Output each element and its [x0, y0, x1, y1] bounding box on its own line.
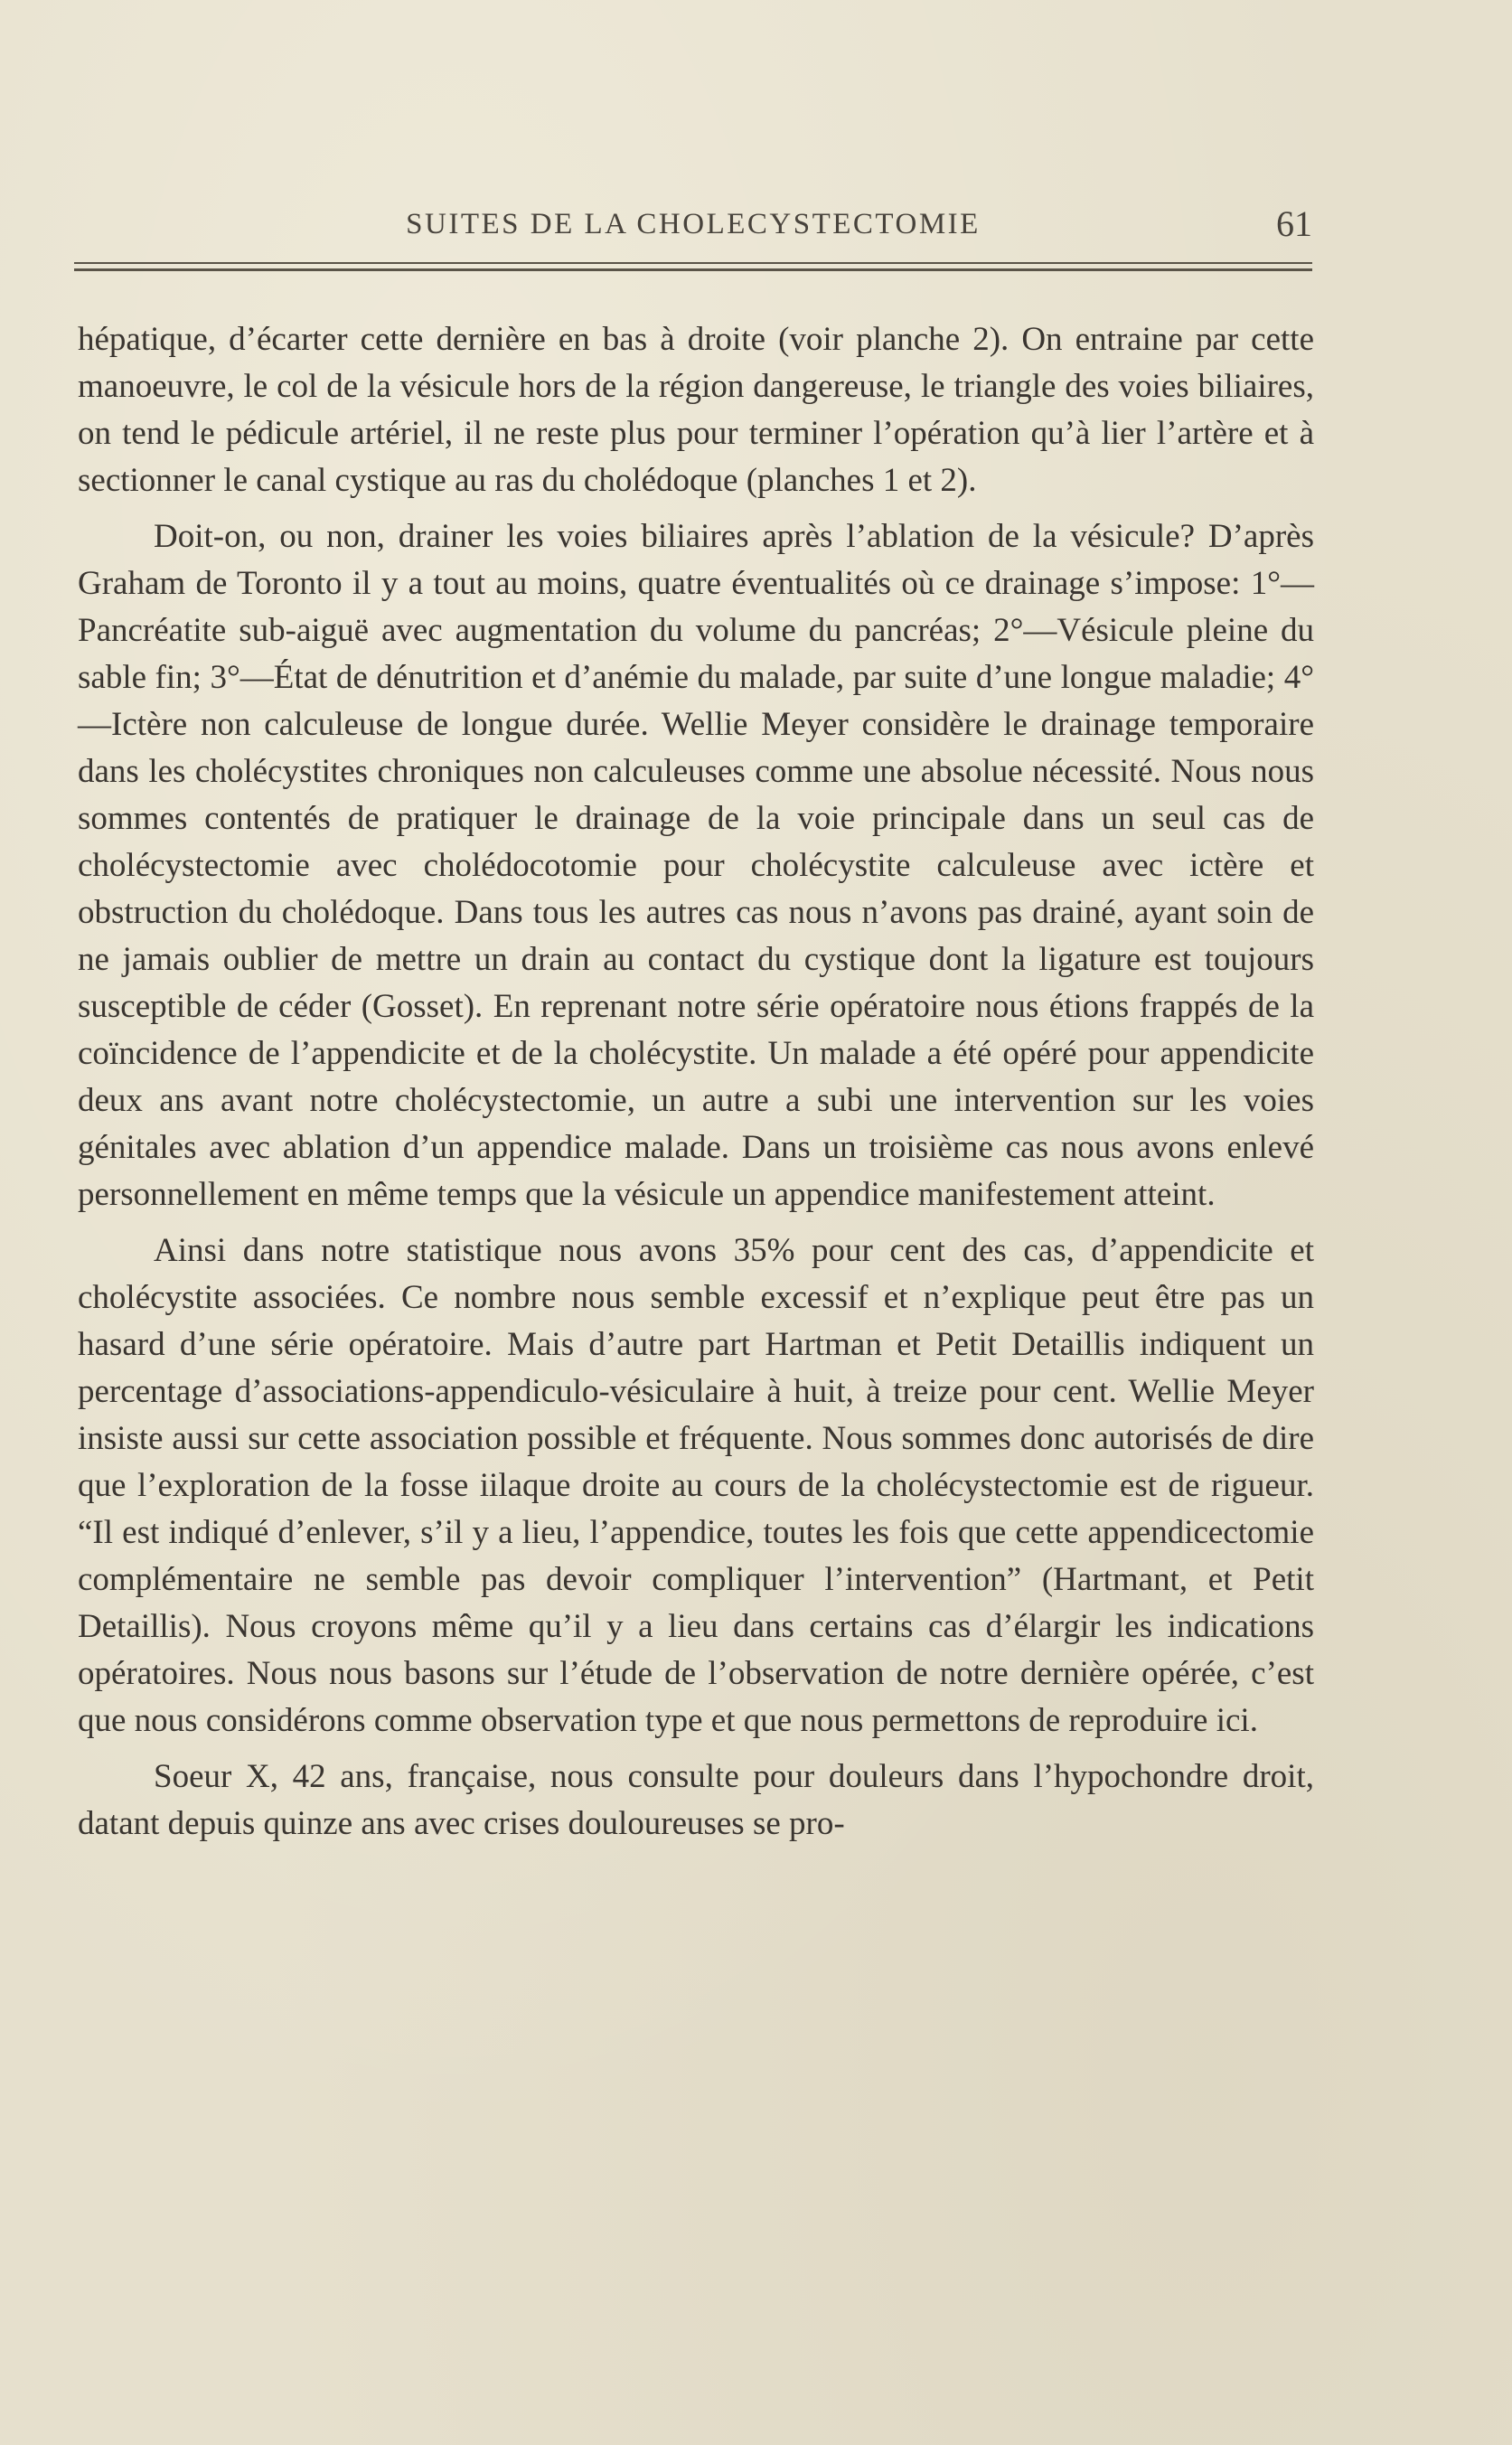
paragraph-2: Doit-on, ou non, drainer les voies biliaires après l’ablation de la vésicule? D’après Graham de Toronto il y a tout au moins, quatre éventualités où ce drainage s’impose: 1°—Pancréatite sub-aiguë avec augmentation du volume du pancréas; 2°—Vésicule pleine du sable fin; 3°—État de dénutrition et d’anémie du malade, par suite d’une longue maladie; 4°—Ictère non calculeuse de longue durée. Wellie Meyer considère le drainage temporaire dans les cholécystites chroniques non calculeuses comme une absolue nécessité. Nous nous sommes contentés de pratiquer le drainage de la voie principale dans un seul cas de cholécystectomie avec cholédocotomie pour cholécystite calculeuse avec ictère et obstruction du cholédoque. Dans tous les autres cas nous n’avons pas drainé, ayant soin de ne jamais oublier de mettre un drain au contact du cystique dont la ligature est toujours susceptible de céder (Gosset). En reprenant notre série opératoire nous étions frappés de la coïncidence de l’appendicite et de la cholécystite. Un malade a été opéré pour appendicite deux ans avant notre cholécystectomie, un autre a subi une intervention sur les voies génitales avec ablation d’un appendice malade. Dans un troisième cas nous avons enlevé personnellement en même temps que la vésicule un appendice manifestement atteint.: [78, 518, 1314, 1213]
running-title: SUITES DE LA CHOLECYSTECTOMIE: [406, 208, 981, 240]
paragraph-4: Soeur X, 42 ans, française, nous consulte pour douleurs dans l’hypochondre droit, datant depuis quinze ans avec crises douloureuses se pro-: [78, 1758, 1314, 1842]
paragraph-1: hépatique, d’écarter cette dernière en bas à droite (voir planche 2). On entraine par cette manoeuvre, le col de la vésicule hors de la région dangereuse, le triangle des voies biliaires, on tend le pédicule artériel, il ne reste plus pour terminer l’opération qu’à lier l’artère et à sectionner le canal cystique au ras du cholédoque (planches 1 et 2).: [78, 321, 1314, 499]
paragraph-3: Ainsi dans notre statistique nous avons 35% pour cent des cas, d’appendicite et cholécystite associées. Ce nombre nous semble excessif et n’explique peut être pas un hasard d’une série opératoire. Mais d’autre part Hartman et Petit Detaillis indiquent un percentage d’associations-appendiculo-vésiculaire à huit, à treize pour cent. Wellie Meyer insiste aussi sur cette association possible et fréquente. Nous sommes donc autorisés de dire que l’exploration de la fosse iilaque droite au cours de la cholécystectomie est de rigueur. “Il est indiqué d’enlever, s’il y a lieu, l’appendice, toutes les fois que cette appendicectomie complémentaire ne semble pas devoir compliquer l’intervention” (Hartmant, et Petit Detaillis). Nous croyons même qu’il y a lieu dans certains cas d’élargir les indications opératoires. Nous nous basons sur l’étude de l’observation de notre dernière opérée, c’est que nous considérons comme observation type et que nous permettons de reproduire ici.: [78, 1232, 1314, 1739]
page-number: 61: [1276, 203, 1312, 244]
body-text: [78, 316, 1314, 1857]
header-double-rule: [74, 262, 1312, 271]
running-header: [74, 202, 1312, 248]
